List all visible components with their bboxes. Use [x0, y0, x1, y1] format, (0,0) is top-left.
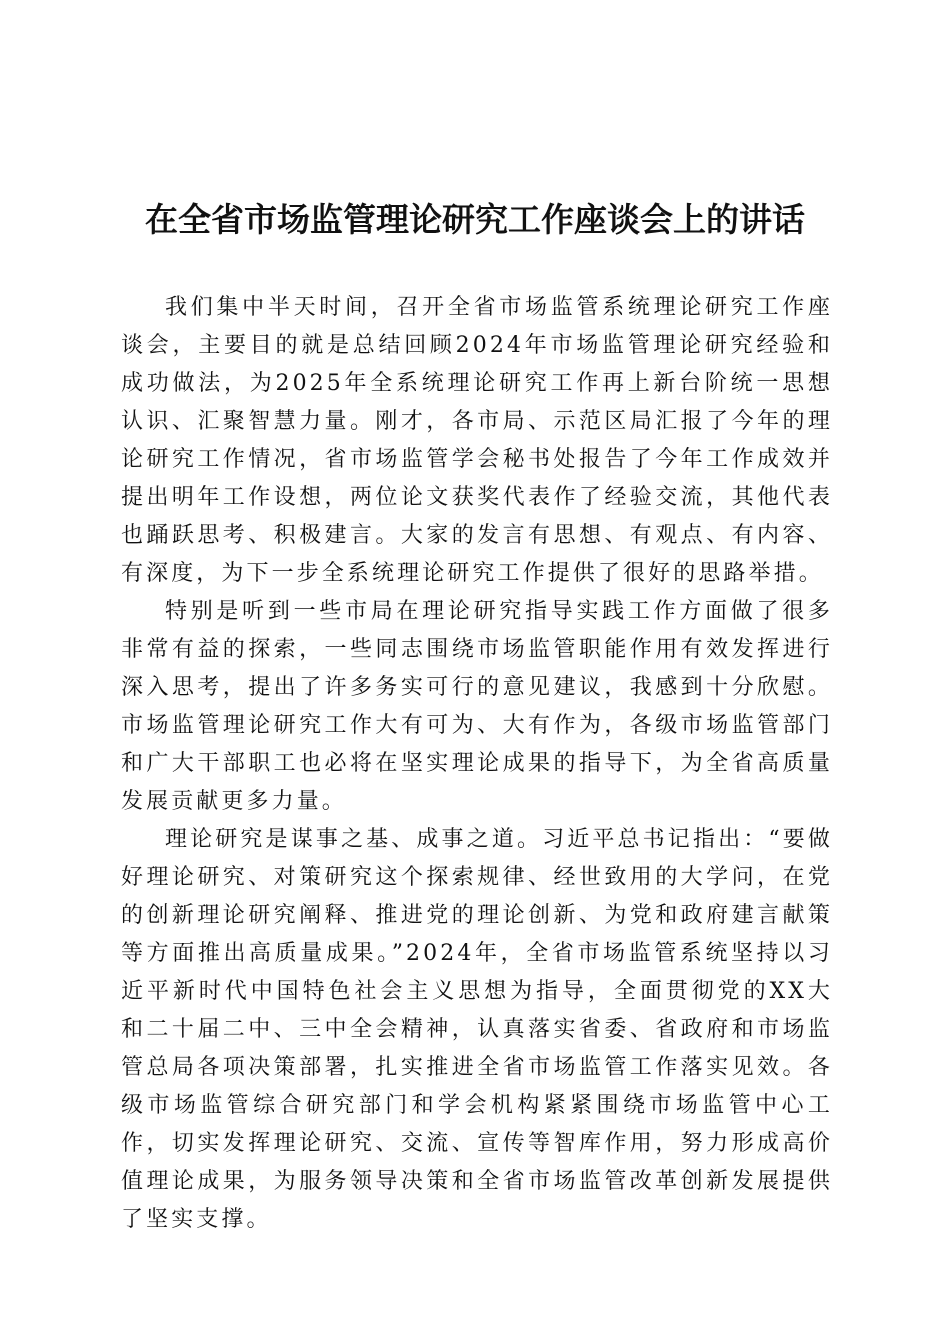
- document-body: [121, 289, 833, 1239]
- paragraph-1: 我们集中半天时间，召开全省市场监管系统理论研究工作座谈会，主要目的就是总结回顾2024年市场监管理论研究经验和成功做法，为2025年全系统理论研究工作再上新台阶统一思想认识、汇聚智慧力量。刚才，各市局、示范区局汇报了今年的理论研究工作情况，省市场监管学会秘书处报告了今年工作成效并提出明年工作设想，两位论文获奖代表作了经验交流，其他代表也踊跃思考、积极建言。大家的发言有思想、有观点、有内容、有深度，为下一步全系统理论研究工作提供了很好的思路举措。: [121, 295, 833, 586]
- paragraph-2: 特别是听到一些市局在理论研究指导实践工作方面做了很多非常有益的探索，一些同志围绕市场监管职能作用有效发挥进行深入思考，提出了许多务实可行的意见建议，我感到十分欣慰。市场监管理论研究工作大有可为、大有作为，各级市场监管部门和广大干部职工也必将在坚实理论成果的指导下，为全省高质量发展贡献更多力量。: [121, 599, 833, 814]
- document-title: 在全省市场监管理论研究工作座谈会上的讲话: [145, 200, 805, 239]
- paragraph-3: 理论研究是谋事之基、成事之道。习近平总书记指出：“要做好理论研究、对策研究这个探索规律、经世致用的大学问，在党的创新理论研究阐释、推进党的理论创新、为党和政府建言献策等方面推出高质量成果。”2024年，全省市场监管系统坚持以习近平新时代中国特色社会主义思想为指导，全面贯彻党的XX大和二十届二中、三中全会精神，认真落实省委、省政府和市场监管总局各项决策部署，扎实推进全省市场监管工作落实见效。各级市场监管综合研究部门和学会机构紧紧围绕市场监管中心工作，切实发挥理论研究、交流、宣传等智库作用，努力形成高价值理论成果，为服务领导决策和全省市场监管改革创新发展提供了坚实支撑。: [121, 827, 833, 1232]
